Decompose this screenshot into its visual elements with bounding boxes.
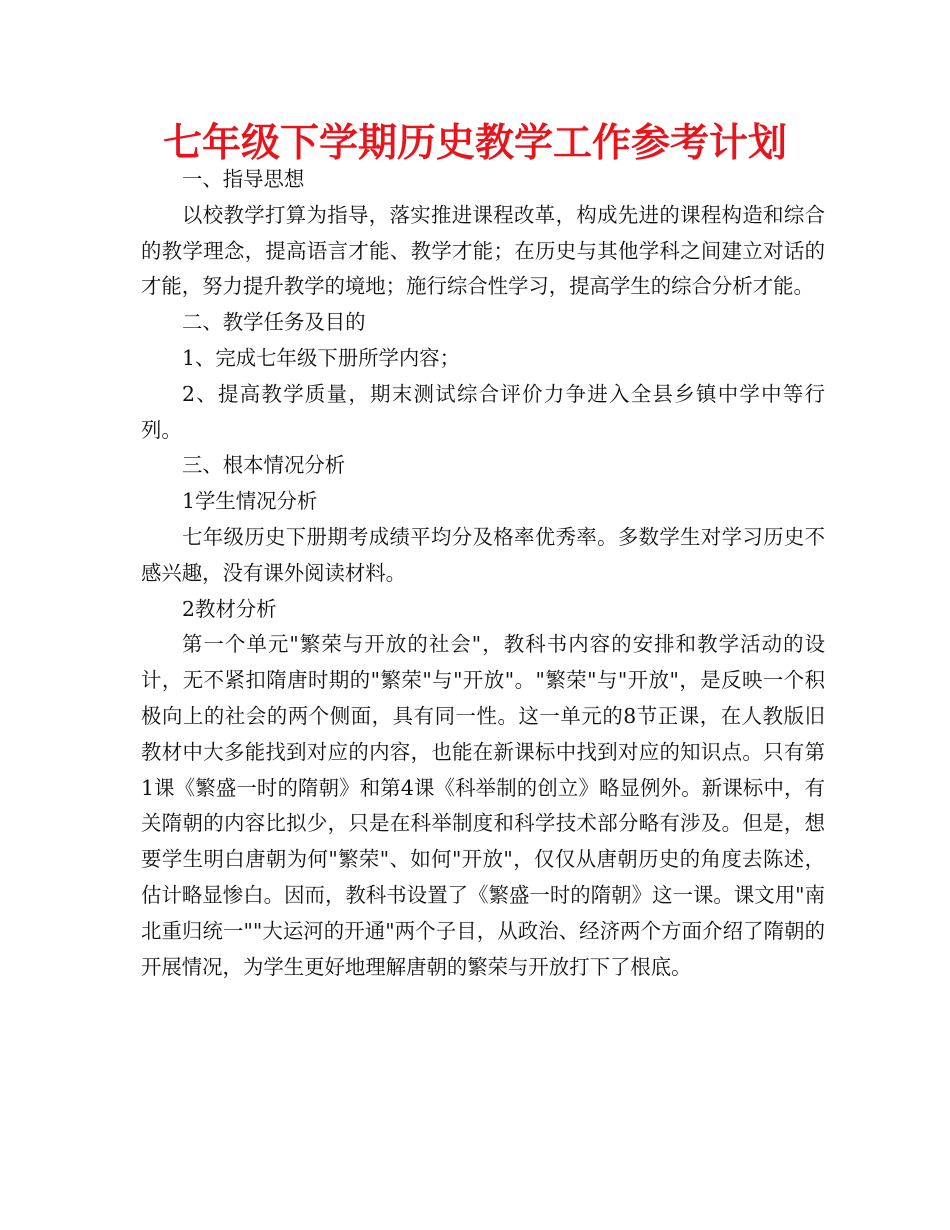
document-title: 七年级下学期历史教学工作参考计划 [162, 121, 787, 166]
paragraph-textbook-analysis: 第一个单元"繁荣与开放的社会"，教科书内容的安排和教学活动的设计，无不紧扣隋唐时期的"繁荣"与"开放"。"繁荣"与"开放"，是反映一个积极向上的社会的两个侧面，具有同一性。这一单元的8节正课，在人教版旧教材中大多能找到对应的内容，也能在新课标中找到对应的知识点。只有第1课《繁盛一时的隋朝》和第4课《科举制的创立》略显例外。新课标中，有关隋朝的内容比拟少，只是在科举制度和科学技术部分略有涉及。但是，想要学生明白唐朝为何"繁荣"、如何"开放"，仅仅从唐朝历史的角度去陈述，估计略显惨白。因而，教科书设置了《繁盛一时的隋朝》这一课。课文用"南北重归统一""大运河的开通"两个子目，从政治、经济两个方面介绍了隋朝的开展情况，为学生更好地理解唐朝的繁荣与开放打下了根底。 [141, 632, 825, 979]
paragraph-guiding-ideology: 以校教学打算为指导，落实推进课程改革，构成先进的课程构造和综合的教学理念，提高语言才能、教学才能；在历史与其他学科之间建立对话的才能，努力提升教学的境地；施行综合性学习，提高学生的综合分析才能。 [141, 202, 825, 299]
subheading-textbook-analysis: 2教材分析 [182, 596, 277, 621]
subheading-student-analysis: 1学生情况分析 [182, 489, 318, 514]
heading-guiding-ideology: 一、指导思想 [182, 167, 305, 191]
list-item-task-1: 1、完成七年级下册所学内容； [182, 345, 461, 370]
document-body [141, 162, 825, 985]
heading-tasks-and-goals: 二、教学任务及目的 [182, 310, 366, 335]
list-item-task-2: 2、提高教学质量，期末测试综合评价力争进入全县乡镇中学中等行列。 [141, 381, 825, 442]
heading-situation-analysis: 三、根本情况分析 [182, 453, 346, 478]
paragraph-student-analysis: 七年级历史下册期考成绩平均分及格率优秀率。多数学生对学习历史不感兴趣，没有课外阅读材料。 [141, 524, 825, 585]
